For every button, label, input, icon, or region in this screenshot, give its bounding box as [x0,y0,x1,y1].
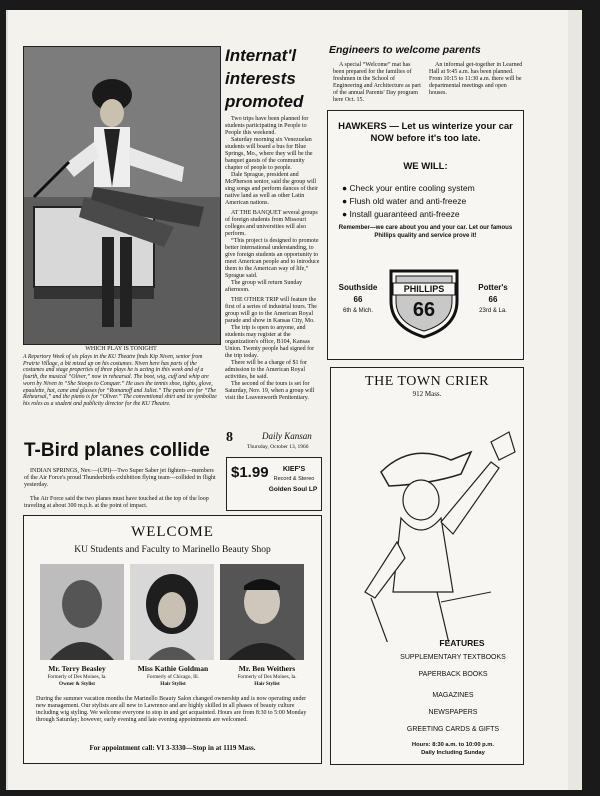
hawkers-item-1-text: Check your entire cooling system [349,183,475,193]
potters-addr: 23rd & La. [479,308,507,314]
beauty-from-2: Formerly of Chicago, Ill. [146,674,199,680]
internat-p7: THE OTHER TRIP will feature the first of a series of industrial tours. The group will go to the American Royal parade and show in Kansas City, Mo. [225,297,317,324]
theatre-photo [23,46,221,345]
folio-date: Thursday, October 13, 1966 [247,444,309,450]
engineers-col2: An informal get-together in Learned Hall at 9:45 a.m. has been planned. From 10:15 to 11:30 a.m. there will be departmental meetings and open houses. [429,62,523,96]
internat-p10: The second of the tours is set for Saturday, Nov. 19, when a group will visit the Leavenworth Penitentiary. [225,381,315,401]
internat-p1: Two trips have been planned for students participating in People to People this weekend. [225,116,309,136]
beauty-from-1: Formerly of Des Moines, Ia. [47,674,107,680]
beauty-role-1: Owner & Stylist [59,681,95,687]
beauty-name-3: Mr. Ben Weithers [238,664,296,673]
crier-features-title: FEATURES [439,638,485,648]
town-crier-illustration [341,402,517,642]
kiefs-ad [226,457,322,511]
engineers-headline: Engineers to welcome parents [329,44,481,56]
beauty-ad [23,515,322,764]
kiefs-line2: Record & Stereo [273,476,315,482]
hawkers-we-will: WE WILL: [403,161,448,172]
actor-illustration [24,47,220,344]
hawkers-item-1: ● Check your entire cooling system [342,183,475,193]
portrait-ben [220,564,304,660]
phillips-logo-num: 66 [412,299,436,321]
southside-label: Southside [338,283,378,292]
kiefs-line1: KIEF'S [282,466,306,473]
internat-headline: Internat'l interests promoted [225,46,304,111]
beauty-appointment: For appointment call: VI 3-3330—Stop in at 1119 Mass. [89,744,256,752]
page-number: 8 [226,430,233,445]
internat-p2: Saturday morning six Venezuelan students will board a bus for Blue Springs, Mo., where they will be the banquet guests of the community chapter of people to people. [225,137,313,171]
internat-p9: There will be a charge of $1 for admission to the American Royal activities, he said. [225,360,308,380]
phillips-66-logo [387,265,461,339]
internat-article [225,116,320,402]
folio-paper: Daily Kansan [262,431,312,441]
internat-p3: Dale Sprague, president and McPherson senior, said the group will sing songs and perform dances of their native land as well as other Latin American nations. [225,172,318,206]
engineers-col1: A special “Welcome” mat has been prepared for the families of freshmen in the School of Engineering and Architecture as part of the annual Parents' Day program here Oct. 15. [333,62,421,103]
southside-num: 66 [353,295,363,304]
internat-p8: The trip is open to anyone, and students may register at the organization's office, B104, Kansas Union. Twenty people had signed for the trip today. [225,325,315,359]
hawkers-item-3: ● Install guaranteed anti-freeze [342,209,460,219]
tbird-p2: The Air Force said the two planes must have touched at the top of the loop traveling at about 300 m.p.h. at the point of impact. [24,496,209,509]
beauty-role-2: Hair Stylist [160,681,186,687]
kiefs-line3: Golden Soul LP [268,486,318,493]
beauty-from-3: Formerly of Des Moines, Ia. [237,674,297,680]
crier-title: THE TOWN CRIER [365,374,489,389]
crier-feature-4: NEWSPAPERS [428,709,478,716]
photo-caption-title: WHICH PLAY IS TONIGHT [85,346,157,352]
portrait-kathie [130,564,214,660]
internat-p6: The group will return Sunday afternoon. [225,280,302,293]
crier-hours: Hours: 8:30 a.m. to 10:00 p.m. [411,742,495,748]
crier-feature-2: PAPERBACK BOOKS [418,671,488,678]
internat-p5: “This project is designed to promote better international understanding, to give foreign students an opportunity to meet American people and to introduce them to the American way of life,” Sprague said. [225,238,320,279]
portrait-terry [40,564,124,660]
crier-feature-1: SUPPLEMENTARY TEXTBOOKS [400,654,506,661]
southside-addr: 6th & Mich. [342,308,373,314]
town-crier-ad [330,367,524,765]
tbird-p1: INDIAN SPRINGS, Nev.—(UPI)—Two Super Saber jet fighters—members of the Air Force's proud Thunderbirds exhibition flying team—collided in flight yesterday. [24,468,216,488]
page-edge [568,10,582,790]
potters-label: Potter's [478,283,508,292]
beauty-body: During the summer vacation months the Marinello Beauty Salon changed ownership and is now operating under new management. Our stylists are all new to Lawrence and are highly skilled in all phases of beauty culture including wig styling. We welcome everyone to stop in and get acquainted. Hours are from 8:30 to 5:00 Monday through Saturday; however, early evening and late evening appointments are welcomed. [36,696,307,723]
hawkers-headline: HAWKERS — Let us winterize your car NOW before it's too late. [338,121,513,144]
beauty-name-2: Miss Kathie Goldman [137,664,209,673]
kiefs-price: $1.99 [231,464,269,481]
hawkers-ad [327,110,524,360]
crier-feature-3: MAGAZINES [432,692,474,699]
hawkers-item-2-text: Flush old water and anti-freeze [349,196,467,206]
hawkers-remember: Remember—we care about you and your car. Let our famous Phillips quality and service prove it! [338,225,513,239]
internat-p4: AT THE BANQUET several groups of foreign students from Missouri colleges and universities will also perform. [225,210,318,237]
beauty-role-3: Hair Stylist [254,681,280,687]
hawkers-item-3-text: Install guaranteed anti-freeze [349,209,460,219]
beauty-subhead: KU Students and Faculty to Marinello Beauty Shop [74,545,271,555]
beauty-name-1: Mr. Terry Beasley [48,664,106,673]
potters-num: 66 [488,295,498,304]
phillips-logo-text: PHILLIPS [403,284,445,294]
hawkers-item-2: ● Flush old water and anti-freeze [342,196,467,206]
crier-feature-5: GREETING CARDS & GIFTS [406,726,500,733]
crier-hours-2: Daily Including Sunday [421,750,485,756]
photo-caption-text: A Repertory Week of six plays in the KU Theatre finds Kip Niven, senior from Prairie Village, a bit mixed up on his costumes. Niven here has parts of the costumes and stage properties of three plays he is acting in this week and of a fourth, the musical “Oliver,” now in rehearsal. The boot, wig, cuff and whip are worn by Niven in “She Stoops to Conquer.” He uses the tennis shoe, tights, glove, epaulette, hat, cane and glasses for “Romanoff and Juliet.” The pants are for “The Rehearsal,” and the piano is for “Oliver.” The conventional shirt and tie symbolize his roles as a student and publicity director for the KU Theatre. [23,354,217,407]
beauty-welcome: WELCOME [131,524,214,540]
crier-address: 912 Mass. [412,390,442,398]
tbird-headline: T-Bird planes collide [24,440,210,461]
